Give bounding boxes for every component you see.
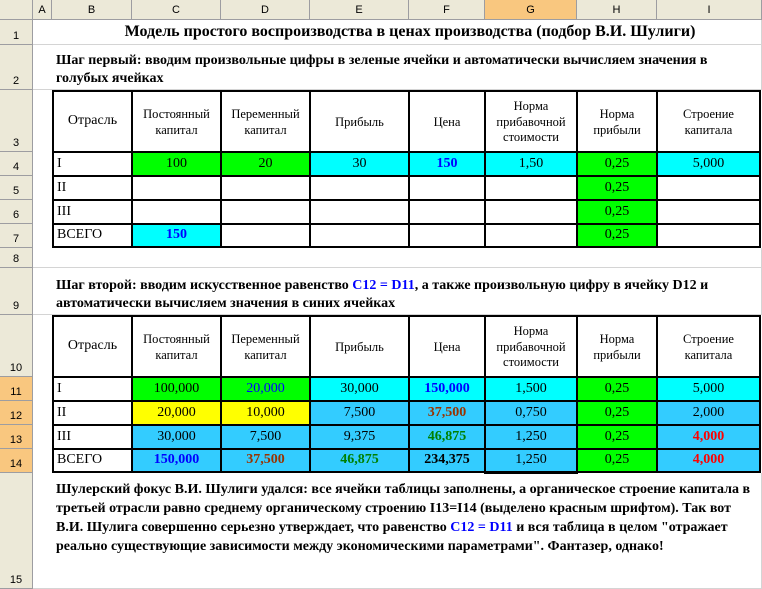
- t2-r3-variable[interactable]: 7,500: [221, 425, 310, 449]
- t2-r1-constant[interactable]: 100,000: [132, 377, 221, 401]
- t2-r2-branch[interactable]: II: [52, 401, 132, 425]
- step2-text: [56, 277, 756, 313]
- column-header-b[interactable]: B: [52, 0, 132, 20]
- t1-total-profit-rate[interactable]: 0,25: [577, 224, 657, 248]
- t1-r3-branch[interactable]: III: [52, 200, 132, 224]
- t1-total-structure[interactable]: [657, 224, 761, 248]
- row-header-9[interactable]: 9: [0, 268, 33, 315]
- t1-r3-surplus-rate[interactable]: [485, 200, 577, 224]
- t1-r2-surplus-rate[interactable]: [485, 176, 577, 200]
- t1-r2-constant[interactable]: [132, 176, 221, 200]
- row-header-2[interactable]: 2: [0, 45, 33, 90]
- row-header-15[interactable]: 15: [0, 473, 33, 589]
- row-header-13[interactable]: 13: [0, 425, 33, 449]
- t1-header-profit-rate[interactable]: Норма прибыли: [577, 90, 657, 152]
- column-header-d[interactable]: D: [221, 0, 310, 20]
- t2-total-surplus-rate[interactable]: 1,250: [485, 449, 577, 473]
- t1-header-price[interactable]: Цена: [409, 90, 485, 152]
- row-header-10[interactable]: 10: [0, 315, 33, 377]
- t2-total-constant[interactable]: 150,000: [132, 449, 221, 473]
- t1-r2-variable[interactable]: [221, 176, 310, 200]
- t1-r1-surplus-rate[interactable]: 1,50: [485, 152, 577, 176]
- t2-header-variable-capital[interactable]: Переменный капитал: [221, 315, 310, 377]
- t2-header-profit[interactable]: Прибыль: [310, 315, 409, 377]
- t1-r3-price[interactable]: [409, 200, 485, 224]
- column-header-e[interactable]: E: [310, 0, 409, 20]
- row-header-11[interactable]: 11: [0, 377, 33, 401]
- t1-total-variable[interactable]: [221, 224, 310, 248]
- t1-r3-constant[interactable]: [132, 200, 221, 224]
- t1-total-constant[interactable]: 150: [132, 224, 221, 248]
- grid-row-8: [33, 248, 762, 268]
- t2-total-profit[interactable]: 46,875: [310, 449, 409, 473]
- row-header-5[interactable]: 5: [0, 176, 33, 200]
- t2-r1-price[interactable]: 150,000: [409, 377, 485, 401]
- row-header-8[interactable]: 8: [0, 248, 33, 268]
- t1-total-branch[interactable]: ВСЕГО: [52, 224, 132, 248]
- t2-total-variable[interactable]: 37,500: [221, 449, 310, 473]
- row-header-6[interactable]: 6: [0, 200, 33, 224]
- t2-r3-constant[interactable]: 30,000: [132, 425, 221, 449]
- t2-r2-constant[interactable]: 20,000: [132, 401, 221, 425]
- t1-r2-profit-rate[interactable]: 0,25: [577, 176, 657, 200]
- t2-r1-branch[interactable]: I: [52, 377, 132, 401]
- t1-r1-structure[interactable]: 5,000: [657, 152, 761, 176]
- conclusion-note: [56, 480, 756, 556]
- t2-total-branch[interactable]: ВСЕГО: [52, 449, 132, 473]
- t2-header-profit-rate[interactable]: Норма прибыли: [577, 315, 657, 377]
- conclusion-part2: и вся таблица в целом "отражает реально существующие зависимости между экономическими параметрами". Фантазер, однако!: [56, 520, 728, 554]
- row-header-7[interactable]: 7: [0, 224, 33, 248]
- t2-r1-profit[interactable]: 30,000: [310, 377, 409, 401]
- t2-r2-profit[interactable]: 7,500: [310, 401, 409, 425]
- column-header-c[interactable]: C: [132, 0, 221, 20]
- t2-total-profit-rate[interactable]: 0,25: [577, 449, 657, 473]
- t2-header-capital-structure[interactable]: Строение капитала: [657, 315, 761, 377]
- conclusion-part1: Шулерский фокус В.И. Шулиги удался: все ячейки таблицы заполнены, а органическое строение капитала в третьей отрасли равно среднему органическому строению I13=I14 (выделено красным шрифтом). Так вот В.И. Шулига совершенно серьезно утверждает, что равенство: [56, 482, 751, 535]
- column-header-i[interactable]: I: [657, 0, 762, 20]
- t2-r1-surplus-rate[interactable]: 1,500: [485, 377, 577, 401]
- t1-r1-branch[interactable]: I: [52, 152, 132, 176]
- t2-r2-profit-rate[interactable]: 0,25: [577, 401, 657, 425]
- t2-r2-surplus-rate[interactable]: 0,750: [485, 401, 577, 425]
- t1-total-profit[interactable]: [310, 224, 409, 248]
- t1-header-variable-capital[interactable]: Переменный капитал: [221, 90, 310, 152]
- t2-r2-price[interactable]: 37,500: [409, 401, 485, 425]
- column-header-a[interactable]: A: [33, 0, 52, 20]
- t2-r1-structure[interactable]: 5,000: [657, 377, 761, 401]
- column-header-f[interactable]: F: [409, 0, 485, 20]
- t2-r1-profit-rate[interactable]: 0,25: [577, 377, 657, 401]
- t1-r2-structure[interactable]: [657, 176, 761, 200]
- t1-header-capital-structure[interactable]: Строение капитала: [657, 90, 761, 152]
- t2-total-structure[interactable]: 4,000: [657, 449, 761, 473]
- t2-header-constant-capital[interactable]: Постоянный капитал: [132, 315, 221, 377]
- step2-text-part2: , а также произвольную цифру в ячейку D12 и автоматически вычисляем значения в синих ячейках: [56, 278, 709, 311]
- t2-r1-variable[interactable]: 20,000: [221, 377, 310, 401]
- t2-r3-structure[interactable]: 4,000: [657, 425, 761, 449]
- column-header-g[interactable]: G: [485, 0, 577, 20]
- t1-r3-profit-rate[interactable]: 0,25: [577, 200, 657, 224]
- row-header-14[interactable]: 14: [0, 449, 33, 473]
- t1-r1-profit-rate[interactable]: 0,25: [577, 152, 657, 176]
- t1-r1-price[interactable]: 150: [409, 152, 485, 176]
- t2-r3-branch[interactable]: III: [52, 425, 132, 449]
- step1-text: Шаг первый: вводим произвольные цифры в зеленые ячейки и автоматически вычисляем значения в голубых ячейках: [56, 53, 708, 86]
- row-header-3[interactable]: 3: [0, 90, 33, 152]
- t2-r2-structure[interactable]: 2,000: [657, 401, 761, 425]
- t2-header-surplus-rate[interactable]: Норма прибавочной стоимости: [485, 315, 577, 377]
- row-header-1[interactable]: 1: [0, 20, 33, 45]
- t1-header-constant-capital[interactable]: Постоянный капитал: [132, 90, 221, 152]
- t1-r1-profit[interactable]: 30: [310, 152, 409, 176]
- t1-total-surplus-rate[interactable]: [485, 224, 577, 248]
- t2-r3-price[interactable]: 46,875: [409, 425, 485, 449]
- t2-header-price[interactable]: Цена: [409, 315, 485, 377]
- t1-r3-variable[interactable]: [221, 200, 310, 224]
- t2-total-price[interactable]: 234,375: [409, 449, 485, 473]
- t1-r1-variable[interactable]: 20: [221, 152, 310, 176]
- t1-r2-profit[interactable]: [310, 176, 409, 200]
- t1-total-price[interactable]: [409, 224, 485, 248]
- t2-r3-surplus-rate[interactable]: 1,250: [485, 425, 577, 449]
- column-header-h[interactable]: H: [577, 0, 657, 20]
- t1-r1-constant[interactable]: 100: [132, 152, 221, 176]
- t2-header-branch[interactable]: Отрасль: [52, 315, 132, 377]
- t1-header-branch[interactable]: Отрасль: [52, 90, 132, 152]
- row-header-4[interactable]: 4: [0, 152, 33, 176]
- t1-r2-price[interactable]: [409, 176, 485, 200]
- select-all-corner[interactable]: [0, 0, 33, 20]
- t2-r3-profit-rate[interactable]: 0,25: [577, 425, 657, 449]
- t2-r2-variable[interactable]: 10,000: [221, 401, 310, 425]
- t1-r2-branch[interactable]: II: [52, 176, 132, 200]
- t1-r3-profit[interactable]: [310, 200, 409, 224]
- sheet-title: Модель простого воспроизводства в ценах производства (подбор В.И. Шулиги): [124, 23, 696, 40]
- row-header-12[interactable]: 12: [0, 401, 33, 425]
- step2-formula: C12 = D11: [352, 278, 415, 293]
- step2-text-part1: Шаг второй: вводим искусственное равенство: [56, 278, 353, 293]
- t1-header-profit[interactable]: Прибыль: [310, 90, 409, 152]
- conclusion-formula: C12 = D11: [450, 520, 513, 535]
- t2-r3-profit[interactable]: 9,375: [310, 425, 409, 449]
- t1-header-surplus-rate[interactable]: Норма прибавочной стоимости: [485, 90, 577, 152]
- t1-r3-structure[interactable]: [657, 200, 761, 224]
